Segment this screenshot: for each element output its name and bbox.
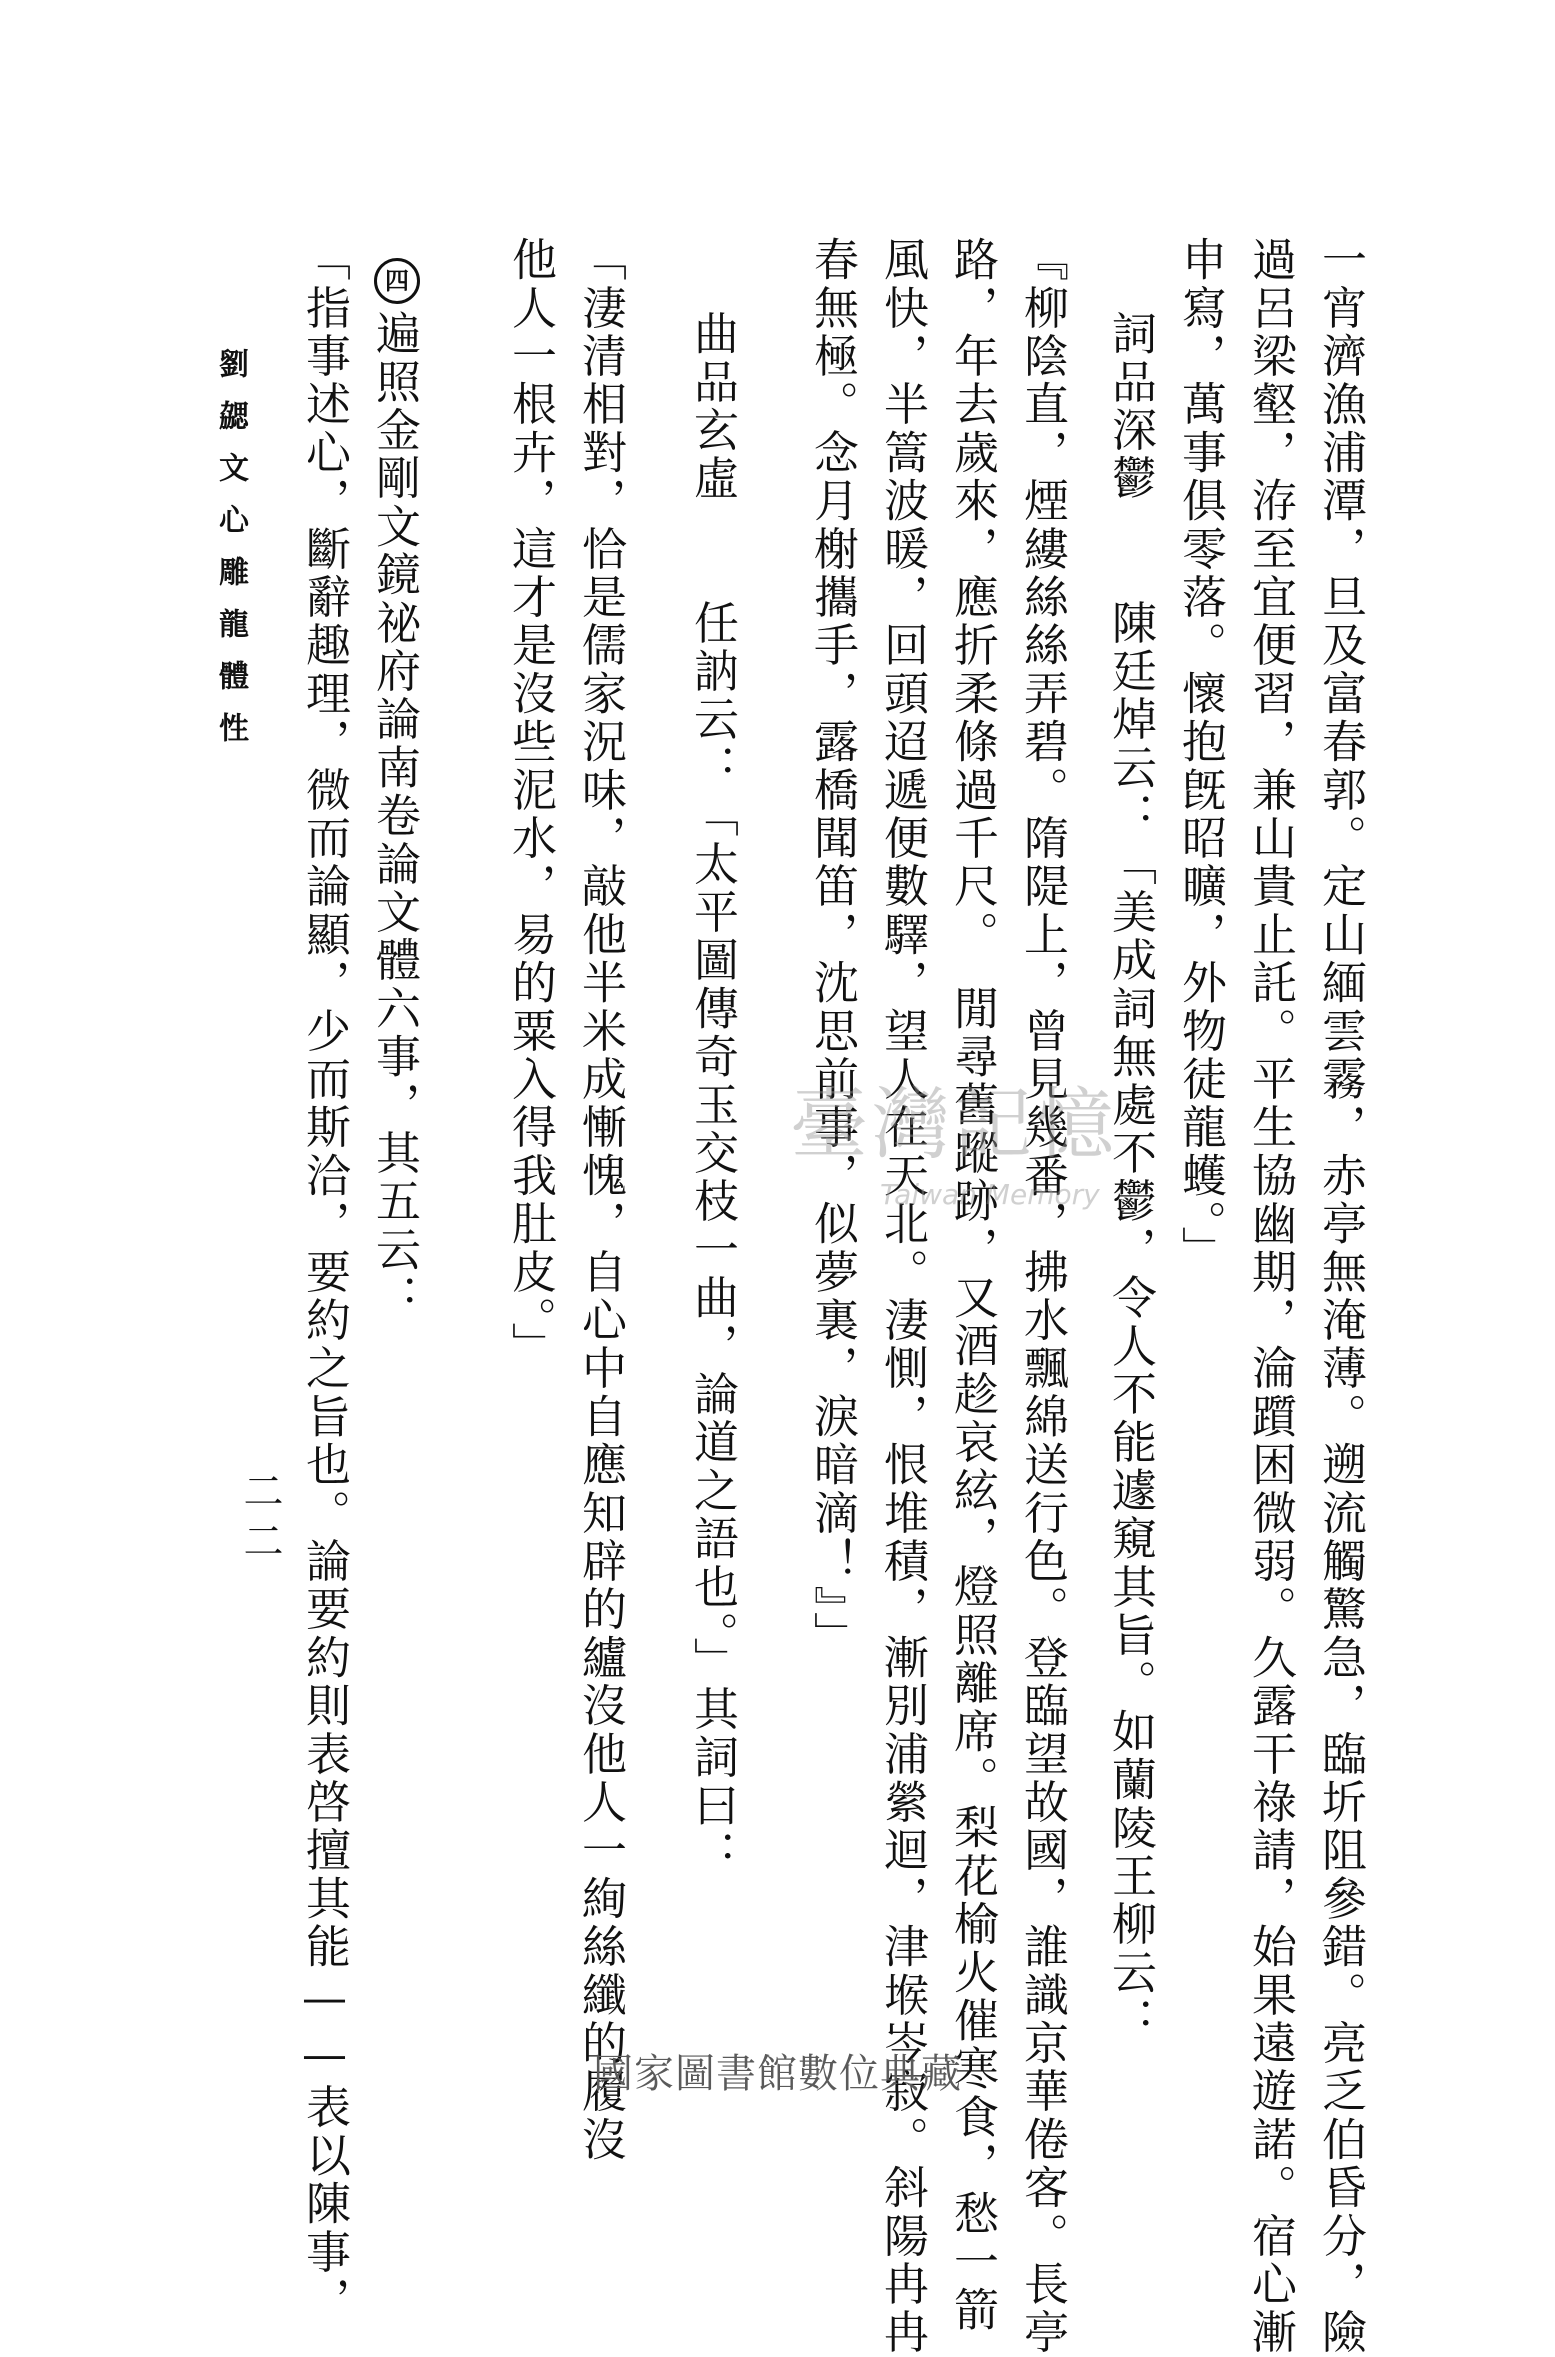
text-column-1: 一宵濟漁浦潭，旦及富春郭。定山緬雲霧，赤亭無淹薄。遡流觸驚急，臨圻阻參錯。亮乏伯昏分，險 [1314, 236, 1367, 2357]
text-column-3: 申寫，萬事俱零落。懷抱旣昭曠，外物徒龍蠖。」 [1174, 236, 1227, 1274]
watermark-cjk: 臺灣記憶 [790, 1080, 1119, 1170]
text-column-9: 曲品玄虛 任訥云：「太平圖傳奇玉交枝一曲，論道之語也。」其詞曰： [686, 310, 739, 1879]
text-column-12: 遍照金剛文鏡祕府論南卷論文體六事，其五云： [368, 310, 421, 1323]
text-column-5: 『柳陰直，煙縷絲絲弄碧。隋隄上，曾見幾番，拂水飄綿送行色。登臨望故國，誰識京華倦客。長亭 [1016, 236, 1069, 2357]
page-number: 二二 [237, 1470, 283, 1570]
footer-credit: 國家圖書館數位典藏 [593, 2051, 962, 2097]
text-column-10: 「淒清相對，恰是儒家況味，敲他半米成慚愧，自心中自應知辟的纑沒他人一絢絲纖的履沒 [574, 236, 627, 2164]
watermark-en: Taiwan Memory [880, 1178, 1100, 1211]
running-head: 劉勰文心雕龍體性 [213, 348, 248, 764]
text-column-7: 風快，半篙波暖，回頭迢遞便數驛，望人在天北。淒惻，恨堆積，漸別浦縈迴，津堠岑寂。斜陽冉冉 [876, 236, 929, 2357]
text-column-2: 過呂梁壑，洊至宜便習，兼山貴止託。平生協幽期，淪躓困微弱。久露干祿請，始果遠遊諾。宿心漸 [1244, 236, 1297, 2357]
section-number-marker: 四 [374, 258, 420, 304]
text-column-11: 他人一根卉，這才是沒些泥水，易的粟入得我肚皮。」 [504, 236, 557, 1371]
text-column-8: 春無極。念月榭攜手，露橋聞笛，沈思前事，似夢裏，淚暗滴！』」 [806, 236, 859, 1660]
text-column-6: 路，年去歲來，應折柔條過千尺。 閒尋舊蹤跡，又酒趁哀絃，燈照離席。梨花榆火催寒食，愁一箭 [946, 236, 999, 2335]
text-column-4: 詞品深鬱 陳廷焯云：「美成詞無處不鬱，令人不能遽窺其旨。如蘭陵王柳云： [1104, 310, 1157, 2046]
text-column-13: 「指事述心，斷辭趣理，微而論顯，少而斯洽，要約之旨也。論要約則表啓擅其能——表以陳事， [298, 236, 351, 2325]
watermark-logo [790, 1080, 1230, 1210]
